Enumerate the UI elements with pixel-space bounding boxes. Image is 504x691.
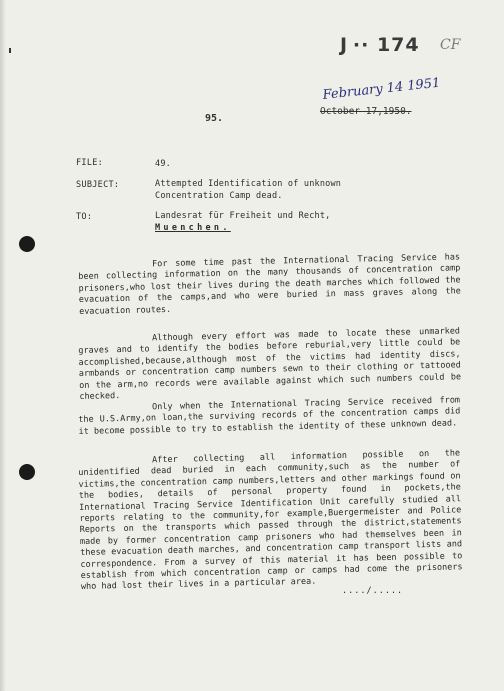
stamp-number-value: 174 — [376, 34, 420, 56]
subject-line: Concentration Camp dead. — [155, 191, 283, 201]
recipient-value — [155, 210, 385, 234]
page-number: 95. — [205, 113, 224, 124]
struck-out-date: October 17,1950. — [320, 106, 412, 117]
recipient-city: Muenchen. — [155, 223, 231, 233]
archive-stamp-number — [340, 34, 420, 56]
punch-hole-icon — [19, 464, 35, 480]
stamp-number-prefix: J ·· — [340, 34, 370, 56]
continuation-marker: ..../..... — [342, 586, 404, 596]
file-value: 49. — [155, 159, 171, 169]
body-paragraph: After collecting all information possible on the unidentified dead buried in each community,such as the number of victims,the concentration camp numbers,letters and other markings found on the bodies, details of personal property found in pockets,the International Tracing Service Identification Unit carefully studied all reports relating to the community,for example,Buergermeister and Police Reports on the transports which passed through the district,statements made by former concentration camp prisoners who had themselves been in these evacuation death marches, and concentration camp transport lists and correspondence. From a survey of this material it has been possible to establish from which concentration camp or camps had come the prisoners who had lost their lives in a particular area. — [78, 447, 463, 592]
punch-hole-icon — [19, 236, 35, 252]
subject-line: Attempted Identification of unknown — [155, 179, 342, 189]
file-label: FILE: — [76, 158, 104, 168]
body-paragraph: For some time past the International Tracing Service has been collecting information on the many thousands of concentration camp prisoners,who lost their lives during the death marches which followed the evacuation of the camps,and who were buried in mass graves along the evacuation routes. — [78, 251, 461, 317]
body-paragraph: Although every effort was made to locate these unmarked graves and to identify the bodies before reburial,very little could be accomplished,because,although most of the victims had identity discs, armbands or concentration camp numbers sewn to their clothing or tattooed on the arm,no records were available against which such numbers could be checked. — [78, 325, 462, 402]
margin-mark — [9, 48, 11, 53]
recipient-label: TO: — [76, 212, 93, 222]
page-edge-shadow — [0, 0, 6, 691]
subject-value — [155, 178, 385, 202]
stamp-initials: CF — [440, 37, 461, 53]
body-paragraph: Only when the International Tracing Service received from the U.S.Army,on loan,the surviving records of the concentration camps did it become possible to try to establish the identity of these unknown dead. — [78, 394, 461, 437]
handwritten-date: February 14 1951 — [322, 75, 442, 103]
subject-label: SUBJECT: — [76, 180, 120, 190]
recipient-line: Landesrat für Freiheit und Recht, — [155, 211, 331, 221]
